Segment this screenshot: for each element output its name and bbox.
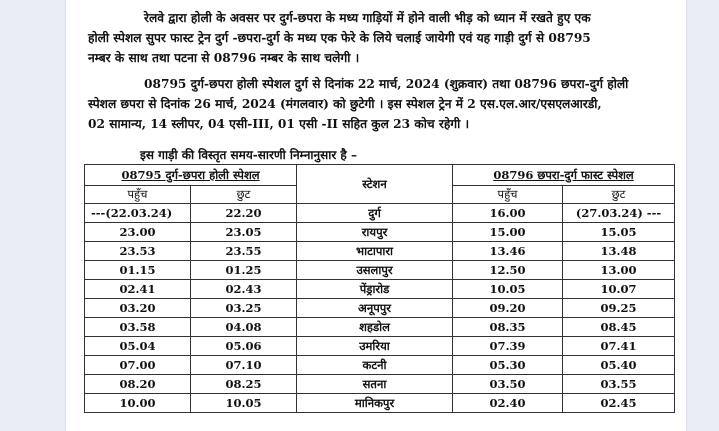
train1-arrival-cell: 01.15 [85, 261, 191, 280]
table-row [85, 223, 675, 242]
train1-departure-cell: 03.25 [191, 299, 297, 318]
train1-arrival-header: पहुँच [85, 186, 191, 204]
table-row [85, 204, 675, 223]
train2-departure-cell: 09.25 [563, 299, 675, 318]
table-row [85, 318, 675, 337]
train2-arrival-cell: 05.30 [453, 356, 563, 375]
train1-departure-cell: 05.06 [191, 337, 297, 356]
train1-arrival-cell: 05.04 [85, 337, 191, 356]
table-row [85, 356, 675, 375]
train2-departure-cell: (27.03.24) --- [563, 204, 675, 223]
intro-line-2: होली स्पेशल सुपर फास्ट ट्रेन दुर्ग -छपरा-दुर्ग के मध्य एक फेरे के लिये चलाई जायेगी एवं यह गाड़ी दुर्ग से 08795 [88, 31, 591, 45]
train1-departure-cell: 08.25 [191, 375, 297, 394]
train2-arrival-cell: 13.46 [453, 242, 563, 261]
train2-arrival-cell: 12.50 [453, 261, 563, 280]
train1-departure-cell: 04.08 [191, 318, 297, 337]
table-row [85, 337, 675, 356]
train2-arrival-cell: 03.50 [453, 375, 563, 394]
train1-arrival-cell: ---(22.03.24) [85, 204, 191, 223]
train1-departure-cell: 07.10 [191, 356, 297, 375]
station-name-cell: रायपुर [297, 223, 453, 242]
table-row [85, 299, 675, 318]
station-name-cell: उसलापुर [297, 261, 453, 280]
train2-departure-cell: 10.07 [563, 280, 675, 299]
table-row [85, 280, 675, 299]
train2-arrival-cell: 02.40 [453, 394, 563, 413]
station-name-cell: सतना [297, 375, 453, 394]
train1-title: 08795 दुर्ग-छपरा होली स्पेशल [85, 165, 297, 186]
train1-arrival-cell: 10.00 [85, 394, 191, 413]
train1-departure-cell: 23.05 [191, 223, 297, 242]
train2-departure-cell: 03.55 [563, 375, 675, 394]
station-name-cell: भाटापारा [297, 242, 453, 261]
details-paragraph [88, 74, 674, 134]
train2-departure-cell: 05.40 [563, 356, 675, 375]
train2-arrival-cell: 10.05 [453, 280, 563, 299]
train1-departure-cell: 10.05 [191, 394, 297, 413]
train2-arrival-cell: 08.35 [453, 318, 563, 337]
station-name-cell: कटनी [297, 356, 453, 375]
station-name-cell: पेंड्रारोड [297, 280, 453, 299]
details-line-3: 02 सामान्य, 14 स्लीपर, 04 एसी-III, 01 एसी -II सहित कुल 23 कोच रहेगी । [88, 117, 470, 131]
train2-arrival-cell: 07.39 [453, 337, 563, 356]
train2-arrival-cell: 15.00 [453, 223, 563, 242]
table-row [85, 394, 675, 413]
train1-arrival-cell: 03.58 [85, 318, 191, 337]
train2-departure-cell: 07.41 [563, 337, 675, 356]
train2-departure-header: छुट [563, 186, 675, 204]
train2-arrival-cell: 16.00 [453, 204, 563, 223]
train1-arrival-cell: 03.20 [85, 299, 191, 318]
station-name-cell: उमरिया [297, 337, 453, 356]
table-row [85, 375, 675, 394]
train2-departure-cell: 08.45 [563, 318, 675, 337]
table-header-row [85, 165, 675, 186]
train1-departure-cell: 01.25 [191, 261, 297, 280]
station-name-cell: अनूपपुर [297, 299, 453, 318]
details-line-2: स्पेशल छपरा से दिनांक 26 मार्च, 2024 (मंगलवार) को छुटेगी । इस स्पेशल ट्रेन में 2 एस.एल.आर/एसएलआरडी, [88, 97, 602, 111]
train1-departure-cell: 02.43 [191, 280, 297, 299]
train1-arrival-cell: 07.00 [85, 356, 191, 375]
train2-departure-cell: 13.00 [563, 261, 675, 280]
train2-arrival-header: पहुँच [453, 186, 563, 204]
document-page [66, 0, 686, 431]
station-name-cell: शहडोल [297, 318, 453, 337]
details-line-1: 08795 दुर्ग-छपरा होली स्पेशल दुर्ग से दिनांक 22 मार्च, 2024 (शुक्रवार) तथा 08796 छपरा-दुर्ग होली [144, 77, 629, 91]
train1-arrival-cell: 23.00 [85, 223, 191, 242]
intro-line-1: रेलवे द्वारा होली के अवसर पर दुर्ग-छपरा के मध्य गाड़ियों में होने वाली भीड़ को ध्यान में रखते हुए एक [144, 11, 591, 25]
station-name-cell: मानिकपुर [297, 394, 453, 413]
train2-title: 08796 छपरा-दुर्ग फास्ट स्पेशल [453, 165, 675, 186]
schedule-table [84, 164, 675, 413]
train2-departure-cell: 02.45 [563, 394, 675, 413]
train1-arrival-cell: 23.53 [85, 242, 191, 261]
train1-departure-cell: 22.20 [191, 204, 297, 223]
train2-departure-cell: 15.05 [563, 223, 675, 242]
intro-line-3: नम्बर के साथ तथा पटना से 08796 नम्बर के साथ चलेगी । [88, 51, 360, 65]
station-header: स्टेशन [297, 165, 453, 204]
table-row [85, 261, 675, 280]
intro-paragraph [88, 8, 674, 68]
station-name-cell: दुर्ग [297, 204, 453, 223]
train2-departure-cell: 13.48 [563, 242, 675, 261]
schedule-intro: इस गाड़ी की विस्तृत समय-सारणी निम्नानुसार है – [140, 148, 357, 162]
train1-arrival-cell: 02.41 [85, 280, 191, 299]
train1-departure-cell: 23.55 [191, 242, 297, 261]
train1-departure-header: छुट [191, 186, 297, 204]
train2-arrival-cell: 09.20 [453, 299, 563, 318]
train1-arrival-cell: 08.20 [85, 375, 191, 394]
table-row [85, 242, 675, 261]
